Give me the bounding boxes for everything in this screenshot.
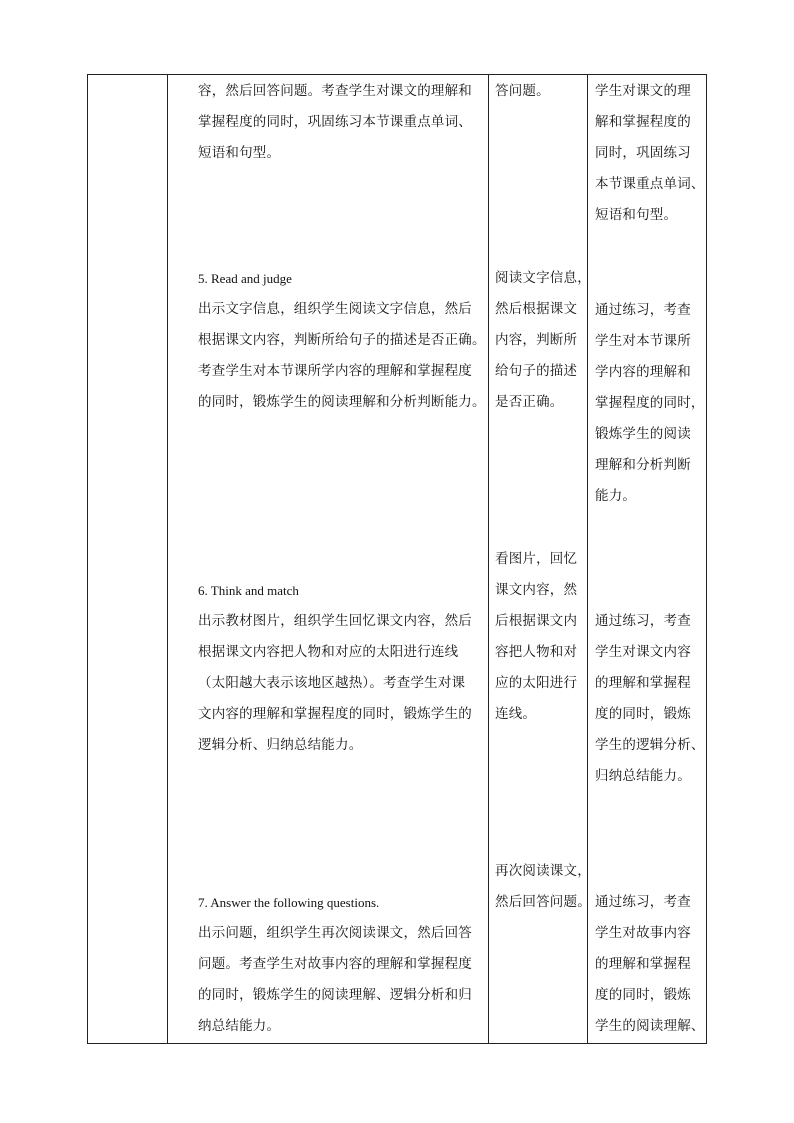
content-line: 根据课文内容把人物和对应的太阳进行连线 <box>198 644 459 660</box>
student-line: 答问题。 <box>495 83 550 99</box>
student-line: 应的太阳进行 <box>495 675 578 691</box>
purpose-line: 学生对故事内容 <box>595 925 691 941</box>
content-line: （太阳越大表示该地区越热）。考查学生对课 <box>198 675 466 691</box>
content-line: 问题。考查学生对故事内容的理解和掌握程度 <box>198 956 472 972</box>
design-purpose-cell <box>595 295 705 512</box>
teaching-content-cell <box>198 887 472 1042</box>
student-line: 连线。 <box>495 706 537 722</box>
student-line: 是否正确。 <box>495 394 564 410</box>
student-activity-cell <box>495 856 591 918</box>
purpose-line: 的理解和掌握程 <box>595 675 691 691</box>
teaching-content-cell <box>198 575 472 761</box>
column-divider-2 <box>488 74 489 1044</box>
purpose-line: 同时，巩固练习 <box>595 145 691 161</box>
column-divider-1 <box>167 74 168 1044</box>
purpose-line: 短语和句型。 <box>595 207 678 223</box>
purpose-line: 学生对课文内容 <box>595 644 691 660</box>
student-activity-cell <box>495 263 591 418</box>
student-line: 内容，判断所 <box>495 332 578 348</box>
purpose-line: 通过练习，考查 <box>595 613 691 629</box>
content-line: 出示教材图片，组织学生回忆课文内容，然后 <box>198 613 472 629</box>
content-line: 短语和句型。 <box>198 145 281 161</box>
purpose-line: 通过练习，考查 <box>595 894 691 910</box>
purpose-line: 学生的逻辑分析、 <box>595 737 705 753</box>
activity-heading: 6. Think and match <box>198 583 299 598</box>
purpose-line: 能力。 <box>595 488 637 504</box>
content-line: 出示文字信息，组织学生阅读文字信息，然后 <box>198 301 472 317</box>
content-line: 根据课文内容，判断所给句子的描述是否正确。 <box>198 332 486 348</box>
student-line: 容把人物和对 <box>495 644 578 660</box>
content-line: 容，然后回答问题。考查学生对课文的理解和 <box>198 83 472 99</box>
content-line: 的同时，锻炼学生的阅读理解和分析判断能力。 <box>198 394 486 410</box>
student-line: 然后根据课文 <box>495 301 578 317</box>
design-purpose-cell <box>595 76 705 231</box>
teaching-content-cell <box>198 263 486 418</box>
content-line: 逻辑分析、归纳总结能力。 <box>198 737 363 753</box>
purpose-line: 归纳总结能力。 <box>595 768 691 784</box>
purpose-line: 度的同时，锻炼 <box>595 987 691 1003</box>
purpose-line: 学生对课文的理 <box>595 83 691 99</box>
purpose-line: 通过练习，考查 <box>595 302 691 318</box>
student-line: 再次阅读课文， <box>495 863 591 879</box>
purpose-line: 锻炼学生的阅读 <box>595 426 691 442</box>
purpose-line: 学生的阅读理解、 <box>595 1018 705 1034</box>
table-bottom-border <box>87 1043 707 1044</box>
purpose-line: 学生对本节课所 <box>595 333 691 349</box>
table-left-border <box>87 74 88 1044</box>
purpose-line: 本节课重点单词、 <box>595 176 705 192</box>
activity-heading: 7. Answer the following questions. <box>198 895 380 910</box>
student-line: 课文内容，然 <box>495 582 578 598</box>
content-line: 掌握程度的同时，巩固练习本节课重点单词、 <box>198 114 472 130</box>
design-purpose-cell <box>595 887 705 1042</box>
purpose-line: 学内容的理解和 <box>595 364 691 380</box>
table-top-border <box>87 74 707 75</box>
student-line: 然后回答问题。 <box>495 894 591 910</box>
content-line: 考查学生对本节课所学内容的理解和掌握程度 <box>198 363 472 379</box>
purpose-line: 的理解和掌握程 <box>595 956 691 972</box>
content-line: 的同时，锻炼学生的阅读理解、逻辑分析和归 <box>198 987 472 1003</box>
design-purpose-cell <box>595 606 705 792</box>
activity-heading: 5. Read and judge <box>198 271 292 286</box>
table-right-border <box>706 74 707 1044</box>
student-line: 看图片，回忆 <box>495 551 578 567</box>
content-line: 文内容的理解和掌握程度的同时，锻炼学生的 <box>198 706 472 722</box>
purpose-line: 度的同时，锻炼 <box>595 706 691 722</box>
student-line: 后根据课文内 <box>495 613 578 629</box>
student-activity-cell <box>495 76 550 107</box>
student-line: 阅读文字信息， <box>495 270 591 286</box>
purpose-line: 解和掌握程度的 <box>595 114 691 130</box>
student-activity-cell <box>495 544 577 730</box>
teaching-content-cell <box>198 76 472 169</box>
purpose-line: 理解和分析判断 <box>595 457 691 473</box>
purpose-line: 掌握程度的同时， <box>595 395 705 411</box>
content-line: 出示问题，组织学生再次阅读课文，然后回答 <box>198 925 472 941</box>
student-line: 给句子的描述 <box>495 363 578 379</box>
content-line: 纳总结能力。 <box>198 1018 281 1034</box>
